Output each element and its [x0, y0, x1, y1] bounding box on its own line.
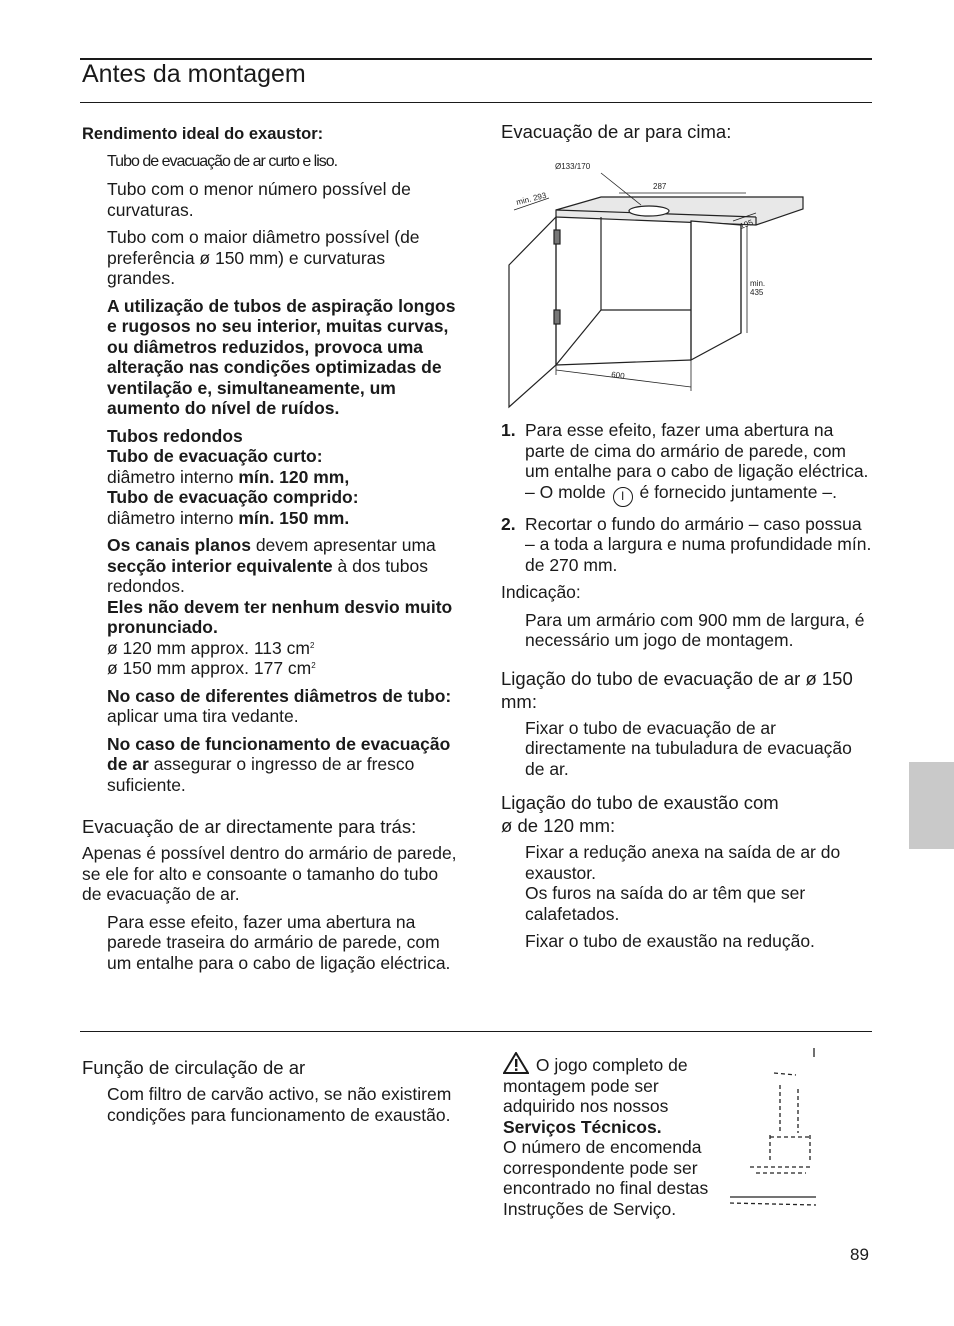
ligacao-120-block	[501, 842, 873, 952]
ligacao-150-text: Fixar o tubo de evacuação de ar directamente na tubuladura de evacuação de ar.	[525, 717, 852, 779]
canais-t2: à dos tubos redondos.	[107, 555, 429, 596]
ligacao-120-heading	[501, 791, 873, 837]
funcionamento-evacuacao	[82, 734, 458, 796]
section-tab-marker	[909, 762, 954, 849]
comprido-diam-text: diâmetro interno	[107, 507, 239, 528]
rendimento-heading: Rendimento ideal do exaustor:	[82, 125, 324, 143]
title-rule	[80, 102, 872, 103]
template-symbol-icon: I	[613, 487, 633, 507]
step-1-note-a: – O molde	[525, 481, 611, 502]
comprido-diam-value: mín. 150 mm.	[238, 507, 350, 528]
dim-diameter: Ø133/170	[555, 162, 591, 171]
right-column	[501, 120, 873, 148]
tras-paragraph-1: Apenas é possível dentro do armário de parede, se ele for alto e consoante o tamanho do tubo de evacuação de ar.	[82, 843, 457, 904]
step-1-number: 1.	[501, 420, 516, 440]
step-1-note	[525, 482, 873, 507]
area-150-text: ø 150 mm approx. 177 cm	[107, 658, 312, 678]
dim-287: 287	[653, 182, 667, 191]
bottom-rule	[80, 1031, 872, 1032]
curto-diam-value: mín. 120 mm,	[238, 466, 350, 487]
kit-text-b: Serviços Técnicos.	[503, 1116, 662, 1137]
kit-text-c: O número de encomenda correspondente pode ser encontrado no final destas Instruções de Serviço.	[503, 1137, 709, 1219]
ligacao-120-p1: Fixar a redução anexa na saída de ar do exaustor.	[525, 842, 841, 883]
area-120	[107, 638, 458, 659]
canais-t1: devem apresentar uma	[250, 535, 436, 555]
dim-600: 600	[610, 370, 626, 381]
duct-hole	[629, 206, 669, 216]
tubos-redondos-block	[82, 426, 458, 529]
page-title: Antes da montagem	[82, 60, 306, 88]
circulacao-section	[82, 1056, 458, 1132]
cabinet-diagram	[501, 155, 811, 410]
curto-label: Tubo de evacuação curto:	[107, 446, 323, 466]
circulacao-text: Com filtro de carvão activo, se não existirem condições para funcionamento de exaustão.	[107, 1084, 452, 1125]
tubos-redondos-label: Tubos redondos	[107, 425, 243, 446]
func-b: No caso de funcionamento de evacuação de ar	[107, 733, 451, 774]
circulacao-heading: Função de circulação de ar	[82, 1057, 306, 1078]
kit-note-text	[503, 1052, 728, 1137]
rendimento-item-1: Tubo de evacuação de ar curto e liso.	[107, 152, 338, 170]
ligacao-120-heading-b: ø de 120 mm:	[501, 815, 616, 836]
left-column	[82, 124, 458, 980]
kit-text-a: O jogo completo de montagem pode ser adquirido nos nossos	[503, 1055, 688, 1116]
rendimento-warning: A utilização de tubos de aspiração longos e rugosos no seu interior, muitas curvas, ou diâmetros reduzidos, provoca uma alteração nas condições optimizadas de ventilação e, simultaneamente, um aumento do nível de ruídos.	[107, 295, 456, 418]
curto-diam	[107, 467, 458, 488]
canais-planos-block	[82, 535, 458, 679]
step-2	[501, 514, 873, 576]
curto-diam-text: diâmetro interno	[107, 466, 239, 487]
rendimento-item-3: Tubo com o maior diâmetro possível (de preferência ø 150 mm) e curvaturas grandes.	[107, 227, 420, 288]
area-150	[107, 658, 458, 679]
cabinet-side	[691, 221, 741, 360]
rendimento-item-2: Tubo com o menor número possível de curvaturas.	[107, 179, 411, 220]
dim-195: 195	[738, 217, 755, 231]
page-number: 89	[850, 1245, 869, 1264]
dim-min-293: min. 293	[515, 190, 548, 207]
cima-heading: Evacuação de ar para cima:	[501, 121, 732, 142]
step-1-note-b: é fornecido juntamente –.	[634, 481, 837, 502]
canais-b: Os canais planos	[107, 535, 251, 555]
tras-paragraph-2: Para esse efeito, fazer uma abertura na parede traseira do armário de parede, com um entalhe para o cabo de ligação eléctrica.	[107, 911, 451, 973]
step-1	[501, 420, 873, 507]
canais-planos-text	[107, 535, 458, 597]
dim-min: min.	[750, 279, 766, 288]
indicacao-text: Para um armário com 900 mm de largura, é necessário um jogo de montagem.	[525, 609, 865, 650]
desvio-text: Eles não devem ter nenhum desvio muito pronunciado.	[107, 596, 453, 637]
tras-heading: Evacuação de ar directamente para trás:	[82, 816, 417, 837]
kit-note	[503, 1052, 728, 1219]
hood-illustration	[726, 1045, 826, 1220]
canais-b2: secção interior equivalente	[107, 555, 333, 576]
ligacao-120-p2: Os furos na saída do ar têm que ser calafetados.	[525, 883, 806, 924]
step-2-number: 2.	[501, 513, 516, 534]
area-150-sup: 2	[311, 661, 316, 670]
area-120-sup: 2	[309, 640, 315, 650]
warning-icon	[503, 1052, 529, 1074]
dif-b: No caso de diferentes diâmetros de tubo:	[107, 685, 452, 706]
diferentes-diametros	[82, 686, 458, 727]
comprido-label: Tubo de evacuação comprido:	[107, 487, 359, 507]
cabinet-door	[509, 217, 556, 407]
comprido-diam	[107, 508, 458, 529]
area-120-text: ø 120 mm approx. 113 cm	[107, 637, 310, 658]
func-t: assegurar o ingresso de ar fresco suficiente.	[107, 754, 415, 795]
dif-t: aplicar uma tira vedante.	[107, 706, 299, 726]
ligacao-120-p3: Fixar o tubo de exaustão na redução.	[525, 931, 815, 951]
ligacao-150-heading: Ligação do tubo de evacuação de ar ø 150 mm:	[501, 667, 853, 712]
step-1-text: Para esse efeito, fazer uma abertura na parte de cima do armário de parede, com um entalhe para o cabo de ligação eléctrica.	[525, 420, 869, 481]
right-column-steps	[501, 420, 873, 952]
ligacao-120-heading-a: Ligação do tubo de exaustão com	[501, 792, 779, 813]
dim-435: 435	[750, 288, 764, 297]
step-2-text: Recortar o fundo do armário – caso possua – a toda a largura e numa profundidade mín. de 270 mm.	[525, 513, 872, 575]
indicacao-label: Indicação:	[501, 582, 581, 602]
